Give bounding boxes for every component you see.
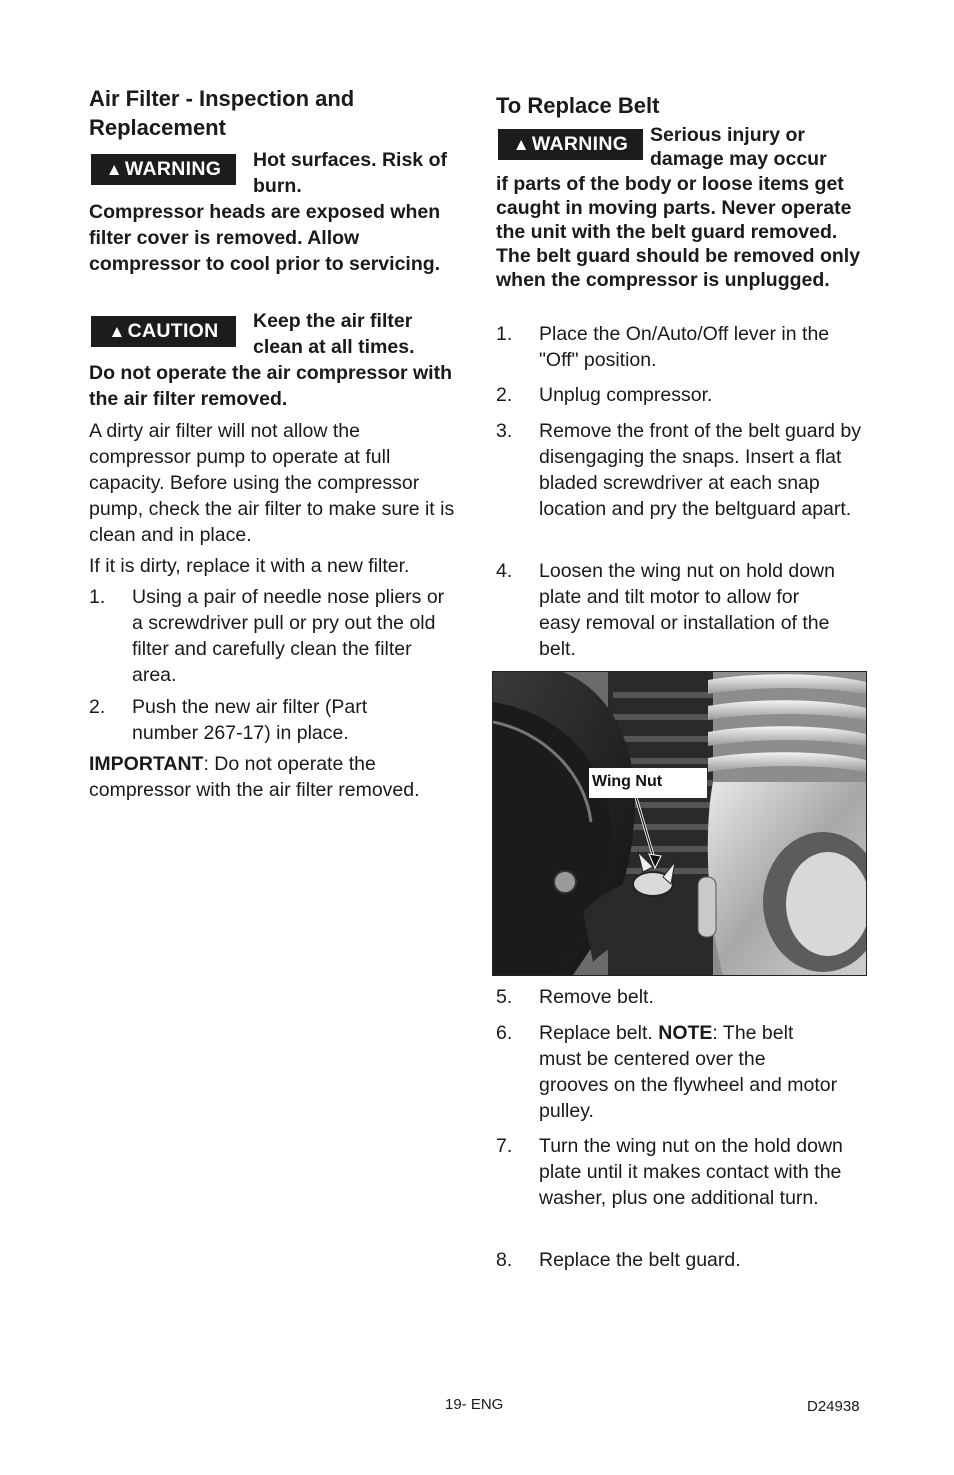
air-filter-heading: Air Filter - Inspection and Replacement: [89, 86, 355, 140]
warning-text: Hot surfaces. Risk of burn.: [253, 149, 447, 197]
compressor-illustration: [493, 672, 866, 975]
caution-text: Keep the air filter clean at all times.: [253, 310, 415, 358]
page-number: 19- ENG: [445, 1396, 504, 1413]
warning-triangle-icon: ▲: [512, 135, 530, 154]
warning-body-right: if parts of the body or loose items get caught in moving parts. Never operate the unit with the belt guard removed. The belt guard should be removed only when the compressor is unplugged.: [496, 173, 861, 291]
important-note: IMPORTANT: Do not operate the compressor with the air filter removed.: [89, 753, 420, 801]
left-step-2: 2. Push the new air filter (Part number 267-17) in place.: [89, 696, 368, 744]
warning-badge-right: ▲ WARNING: [498, 129, 643, 160]
warning-body: Compressor heads are exposed when filter cover is removed. Allow compressor to cool prior to servicing.: [89, 201, 441, 275]
warning-triangle-icon: ▲: [105, 160, 123, 179]
warning-badge: ▲ WARNING: [91, 154, 236, 185]
dirty-filter-paragraph: A dirty air filter will not allow the compressor pump to operate at full capacity. Before using the compressor pump, check the air filter to make sure it is clean and in place.: [89, 420, 455, 546]
warning-text-right: Serious injury or damage may occur: [650, 124, 827, 170]
wing-nut-photo: [492, 671, 867, 976]
document-code: D24938: [807, 1398, 860, 1415]
replace-belt-heading: To Replace Belt: [496, 93, 660, 118]
wing-nut-label: Wing Nut: [592, 773, 663, 790]
caution-body: Do not operate the air compressor with the air filter removed.: [89, 362, 452, 410]
left-step-1: 1. Using a pair of needle nose pliers or a screwdriver pull or pry out the old filter and carefully clean the filter area.: [89, 586, 445, 686]
caution-badge: ▲ CAUTION: [91, 316, 236, 347]
caution-triangle-icon: ▲: [108, 322, 126, 341]
replace-filter-paragraph: If it is dirty, replace it with a new filter.: [89, 555, 410, 577]
